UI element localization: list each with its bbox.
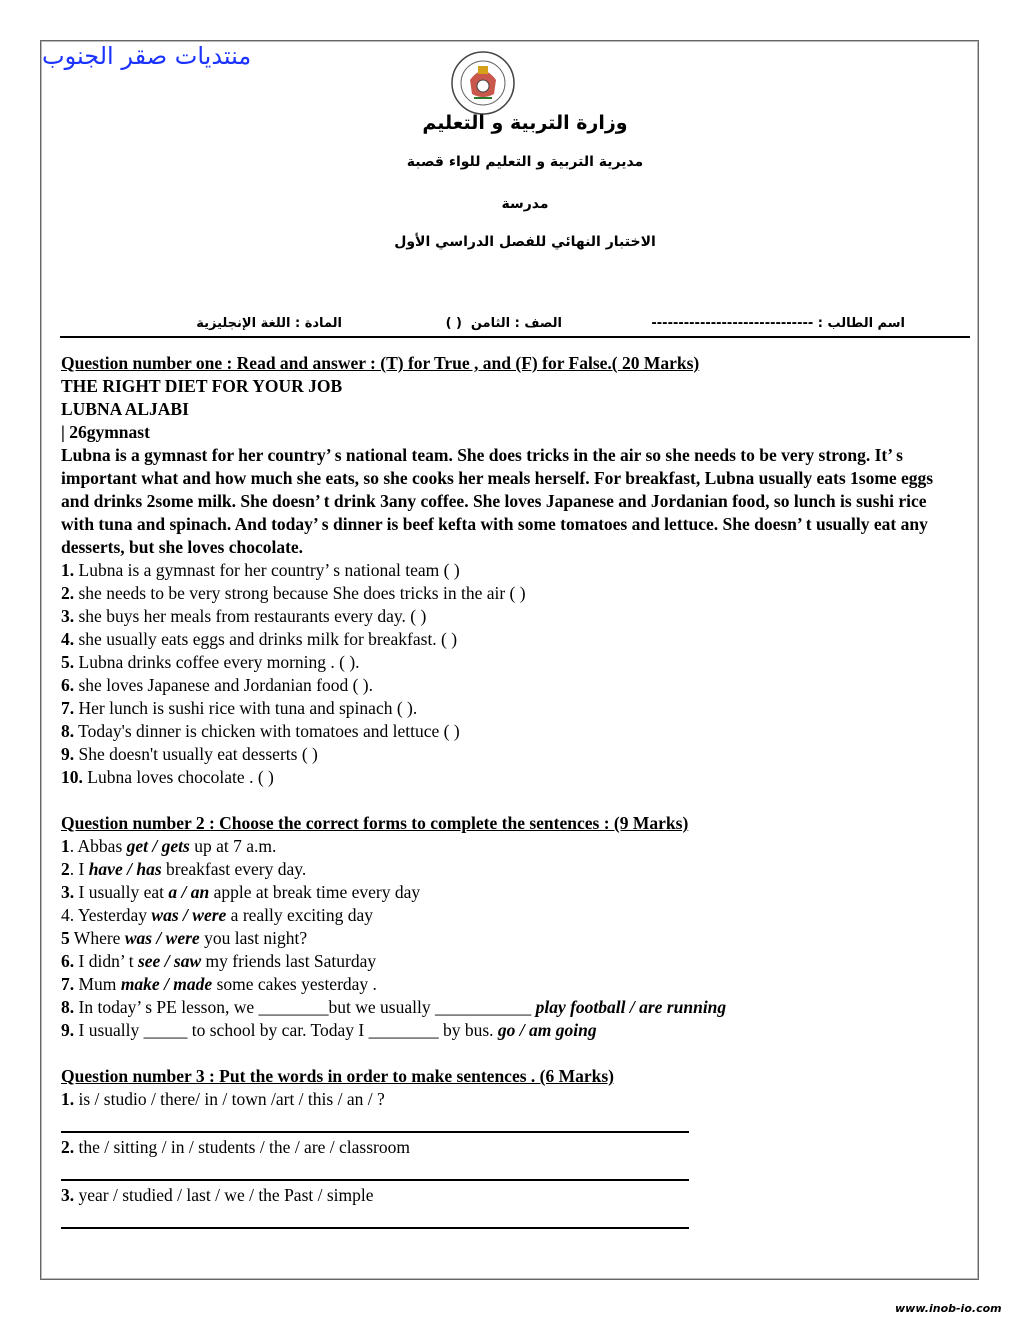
q2-sentence xyxy=(61,950,971,973)
student-name-field: اسم الطالب : ------------------------------ xyxy=(651,316,905,331)
q2-sentence-start: I usually _____ to school by car. Today I ________ by bus. xyxy=(74,1020,498,1040)
q2-sentence-end: breakfast every day. xyxy=(161,859,307,879)
q3-item-number: 1. xyxy=(61,1089,75,1109)
q2-sentence xyxy=(61,835,971,858)
q2-heading: Question number 2 : Choose the correct forms to complete the sentences : (9 Marks) xyxy=(61,813,689,833)
kingdom-seal-icon xyxy=(450,50,516,116)
q2-sentence-number: 3. xyxy=(61,882,75,902)
q3-answer-line[interactable] xyxy=(61,1159,689,1181)
q3-item xyxy=(61,1088,971,1111)
q2-sentence-number: 6. xyxy=(61,951,75,971)
q2-sentence-start: . I xyxy=(69,859,89,879)
q3-answer-line[interactable] xyxy=(61,1111,689,1133)
q2-sentence xyxy=(61,973,971,996)
q1-statement-text: Lubna drinks coffee every morning . ( ). xyxy=(74,652,360,672)
q2-sentence-number: 7. xyxy=(61,974,75,994)
q1-statement-number: 9. xyxy=(61,744,75,764)
q2-choice-options: have / has xyxy=(88,859,162,879)
q2-choice-options: go / am going xyxy=(497,1020,597,1040)
q2-sentence-start: . Abbas xyxy=(69,836,127,856)
q2-sentence xyxy=(61,881,971,904)
q1-statement-text: Her lunch is sushi rice with tuna and spinach ( ). xyxy=(74,698,418,718)
passage-meta: | 26gymnast xyxy=(61,422,150,442)
q2-sentence xyxy=(61,927,971,950)
q2-choice-options: get / gets xyxy=(126,836,190,856)
q2-choice-options: was / were xyxy=(124,928,200,948)
q2-sentence-end: apple at break time every day xyxy=(209,882,421,902)
ministry-title: وزارة التربية و التعليم xyxy=(422,112,628,134)
q2-sentence-end: a really exciting day xyxy=(226,905,374,925)
q1-statement xyxy=(61,651,971,674)
q2-sentence-start: Mum xyxy=(74,974,121,994)
q1-statements xyxy=(61,559,971,789)
q3-heading: Question number 3 : Put the words in order to make sentences . (6 Marks) xyxy=(61,1066,615,1086)
q1-statement-number: 10. xyxy=(61,767,83,787)
q1-statement-number: 1. xyxy=(61,560,75,580)
q1-statement-number: 4. xyxy=(61,629,75,649)
q2-sentence xyxy=(61,996,971,1019)
student-info-row xyxy=(60,314,970,338)
q3-item xyxy=(61,1184,971,1207)
q2-sentence xyxy=(61,858,971,881)
q1-statement xyxy=(61,766,971,789)
q2-sentences xyxy=(61,835,971,1042)
q3-item-words: the / sitting / in / students / the / are / classroom xyxy=(74,1137,410,1157)
exam-title: الاختبار النهائي للفصل الدراسي الأول xyxy=(394,234,656,250)
exam-content xyxy=(61,352,971,1232)
q1-statement-number: 5. xyxy=(61,652,75,672)
grade-label: الصف : الثامن xyxy=(470,316,562,331)
q2-sentence-number: 9. xyxy=(61,1020,75,1040)
q1-statement-text: She doesn't usually eat desserts ( ) xyxy=(74,744,318,764)
q2-sentence-start: 4. Yesterday xyxy=(61,905,152,925)
q2-sentence-start: Where xyxy=(69,928,125,948)
reading-passage: Lubna is a gymnast for her country’ s national team. She does tricks in the air so she needs to be very strong. It’ s important what and how much she eats, so she cooks her meals herself. For breakfast, Lubna usually eats 1some eggs and drinks 2some milk. She doesn’ t drink 3any coffee. She loves Japanese and Jordanian food, so lunch is sushi rice with tuna and spinach. And today’ s dinner is beef kefta with some tomatoes and lettuce. She doesn’ t usually eat any desserts, but she loves chocolate. xyxy=(61,445,934,557)
q2-choice-options: see / saw xyxy=(137,951,202,971)
q1-statement xyxy=(61,605,971,628)
q2-sentence-end: up at 7 a.m. xyxy=(189,836,277,856)
q1-statement-text: she loves Japanese and Jordanian food ( ). xyxy=(74,675,373,695)
q2-choice-options: make / made xyxy=(120,974,213,994)
q3-item-number: 2. xyxy=(61,1137,75,1157)
q2-choice-options: was / were xyxy=(151,905,227,925)
q1-statement-text: Today's dinner is chicken with tomatoes and lettuce ( ) xyxy=(74,721,460,741)
directorate-title: مديرية التربية و التعليم للواء قصبة xyxy=(406,154,644,170)
q2-sentence-end: you last night? xyxy=(199,928,308,948)
q1-statement-text: Lubna loves chocolate . ( ) xyxy=(82,767,274,787)
q2-sentence-number: 1 xyxy=(61,836,70,856)
q1-statement-number: 3. xyxy=(61,606,75,626)
q1-statement xyxy=(61,697,971,720)
q3-item xyxy=(61,1136,971,1159)
q3-item-words: year / studied / last / we / the Past / simple xyxy=(74,1185,374,1205)
q2-sentence xyxy=(61,1019,971,1042)
q1-statement xyxy=(61,582,971,605)
passage-name: LUBNA ALJABI xyxy=(61,399,189,419)
forum-watermark: منتديات صقر الجنوب xyxy=(42,42,252,70)
q3-item-number: 3. xyxy=(61,1185,75,1205)
section-blank: ( ) xyxy=(445,316,462,331)
q2-sentence-start: I didn’ t xyxy=(74,951,138,971)
q1-statement xyxy=(61,720,971,743)
q1-statement xyxy=(61,743,971,766)
q3-item-words: is / studio / there/ in / town /art / this / an / ? xyxy=(74,1089,385,1109)
q2-sentence-number: 8. xyxy=(61,997,75,1017)
q1-statement-text: she buys her meals from restaurants every day. ( ) xyxy=(74,606,427,626)
q1-statement xyxy=(61,674,971,697)
q2-sentence-number: 2 xyxy=(61,859,70,879)
q3-items xyxy=(61,1088,971,1229)
q2-sentence-end: my friends last Saturday xyxy=(201,951,377,971)
q1-heading: Question number one : Read and answer : (T) for True , and (F) for False.( 20 Marks) xyxy=(61,353,700,373)
q1-statement-text: Lubna is a gymnast for her country’ s national team ( ) xyxy=(74,560,460,580)
q2-sentence-number: 5 xyxy=(61,928,70,948)
q2-sentence-end: some cakes yesterday . xyxy=(212,974,377,994)
q1-statement-number: 8. xyxy=(61,721,75,741)
footer-site: www.inob-io.com xyxy=(895,1302,1002,1315)
q1-statement-number: 7. xyxy=(61,698,75,718)
q1-statement xyxy=(61,628,971,651)
q2-choice-options: a / an xyxy=(168,882,210,902)
school-label: مدرسة xyxy=(501,196,549,212)
q3-answer-line[interactable] xyxy=(61,1207,689,1229)
q1-statement-text: she usually eats eggs and drinks milk for breakfast. ( ) xyxy=(74,629,458,649)
q2-sentence-start: I usually eat xyxy=(74,882,169,902)
passage-title: THE RIGHT DIET FOR YOUR JOB xyxy=(61,376,343,396)
q1-statement xyxy=(61,559,971,582)
q2-choice-options: play football / are running xyxy=(535,997,727,1017)
q1-statement-number: 6. xyxy=(61,675,75,695)
q2-sentence xyxy=(61,904,971,927)
q1-statement-number: 2. xyxy=(61,583,75,603)
subject-label: المادة : اللغة الإنجليزية xyxy=(196,316,342,331)
q1-statement-text: she needs to be very strong because She does tricks in the air ( ) xyxy=(74,583,526,603)
q2-sentence-start: In today’ s PE lesson, we ________but we usually ___________ xyxy=(74,997,536,1017)
